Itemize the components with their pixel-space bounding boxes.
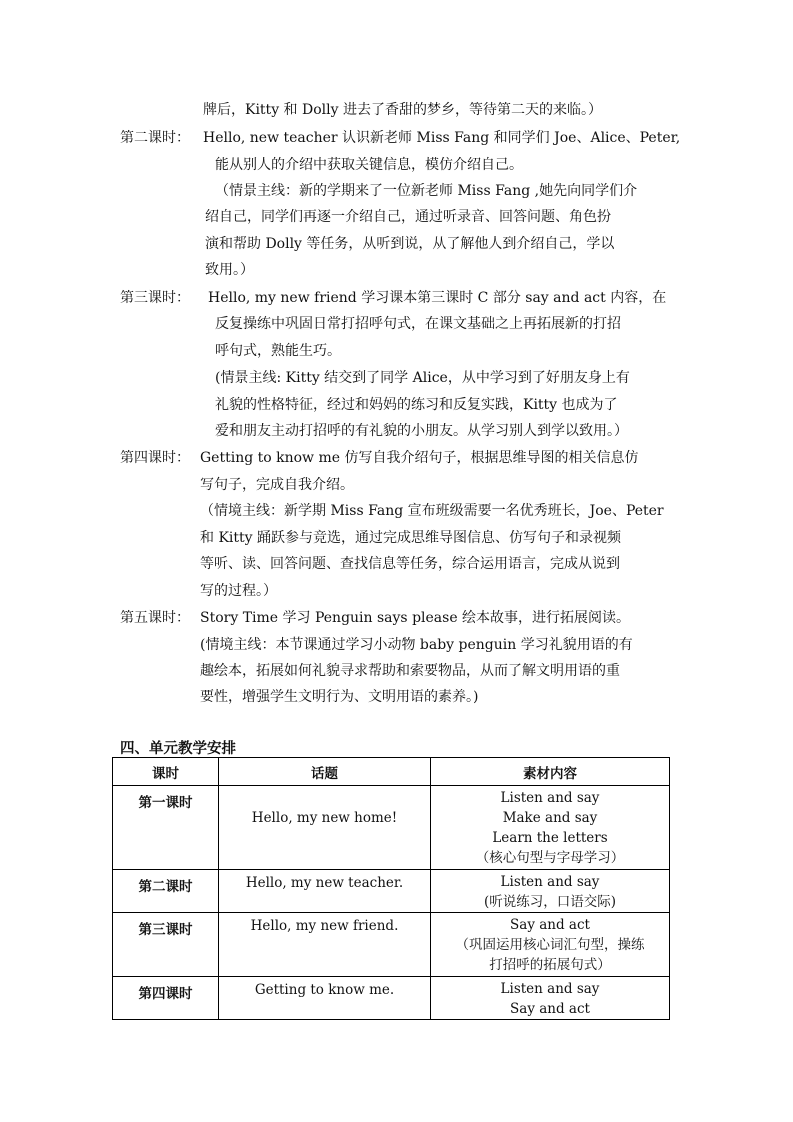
text-line: Hello, my new friend 学习课本第三课时 C 部分 say and act 内容，在 — [208, 290, 667, 306]
text-line: 写的过程。） — [200, 583, 277, 599]
lesson-label: 第四课时： — [120, 450, 190, 466]
material-cell: Listen and say Make and say Learn the letters （核心句型与字母学习） — [431, 786, 670, 870]
text-line: Getting to know me 仿写自我介绍句子，根据思维导图的相关信息仿 — [200, 450, 639, 466]
text-line: 和 Kitty 踊跃参与竞选，通过完成思维导图信息、仿写句子和录视频 — [200, 530, 621, 546]
section-heading: 四、单元教学安排 — [120, 740, 236, 757]
column-header: 话题 — [219, 758, 431, 786]
text-line: 致用。） — [205, 262, 254, 278]
lesson-cell: 第二课时 — [113, 870, 219, 913]
text-line: 写句子，完成自我介绍。 — [200, 477, 354, 493]
table-row — [113, 913, 670, 977]
table-row — [113, 977, 670, 1020]
lesson-cell: 第三课时 — [113, 913, 219, 977]
lesson-cell: 第四课时 — [113, 977, 219, 1020]
text-line: 等听、读、回答问题、查找信息等任务，综合运用语言，完成从说到 — [200, 556, 620, 572]
text-line: （情景主线：新的学期来了一位新老师 Miss Fang ,她先向同学们介 — [215, 183, 638, 199]
text-line: Hello, new teacher 认识新老师 Miss Fang 和同学们 Joe、Alice、Peter, — [203, 130, 681, 146]
column-header: 课时 — [113, 758, 219, 786]
text-line: 爱和朋友主动打招呼的有礼貌的小朋友。从学习别人到学以致用。） — [215, 423, 628, 439]
text-line: (情景主线: Kitty 结交到了同学 Alice，从中学习到了好朋友身上有 — [215, 370, 630, 386]
material-cell: Listen and say (听说练习，口语交际) — [431, 870, 670, 913]
lesson-label: 第二课时： — [120, 130, 190, 146]
topic-cell: Getting to know me. — [219, 977, 431, 1020]
table-row — [113, 786, 670, 870]
text-line: 呼句式，熟能生巧。 — [215, 343, 341, 359]
schedule-table — [112, 757, 670, 1020]
table-row — [113, 870, 670, 913]
text-line: 要性，增强学生文明行为、文明用语的素养。) — [200, 689, 479, 705]
topic-cell: Hello, my new home! — [219, 786, 431, 870]
text-line: 礼貌的性格特征，经过和妈妈的练习和反复实践，Kitty 也成为了 — [215, 397, 618, 413]
text-line: 反复操练中巩固日常打招呼句式，在课文基础之上再拓展新的打招 — [215, 316, 621, 332]
text-line: 能从别人的介绍中获取关键信息，模仿介绍自己。 — [215, 157, 523, 173]
lesson-label: 第五课时： — [120, 610, 190, 626]
material-cell: Say and act （巩固运用核心词汇句型，操练 打招呼的拓展句式） — [431, 913, 670, 977]
text-line: （情境主线：新学期 Miss Fang 宣布班级需要一名优秀班长，Joe、Peter — [200, 503, 664, 519]
text-line: Story Time 学习 Penguin says please 绘本故事，进行拓展阅读。 — [200, 610, 631, 626]
column-header: 素材内容 — [431, 758, 670, 786]
table-header-row — [113, 758, 670, 786]
text-line: (情境主线：本节课通过学习小动物 baby penguin 学习礼貌用语的有 — [200, 637, 633, 653]
topic-cell: Hello, my new friend. — [219, 913, 431, 977]
text-line: 绍自己，同学们再逐一介绍自己，通过听录音、回答问题、角色扮 — [205, 209, 611, 225]
lesson-cell: 第一课时 — [113, 786, 219, 870]
text-line: 牌后，Kitty 和 Dolly 进去了香甜的梦乡，等待第二天的来临。） — [203, 102, 602, 118]
lesson-label: 第三课时： — [120, 290, 190, 306]
text-line: 趣绘本，拓展如何礼貌寻求帮助和索要物品，从而了解文明用语的重 — [200, 663, 620, 679]
text-line: 演和帮助 Dolly 等任务，从听到说，从了解他人到介绍自己，学以 — [205, 236, 615, 252]
topic-cell: Hello, my new teacher. — [219, 870, 431, 913]
material-cell: Listen and say Say and act — [431, 977, 670, 1020]
